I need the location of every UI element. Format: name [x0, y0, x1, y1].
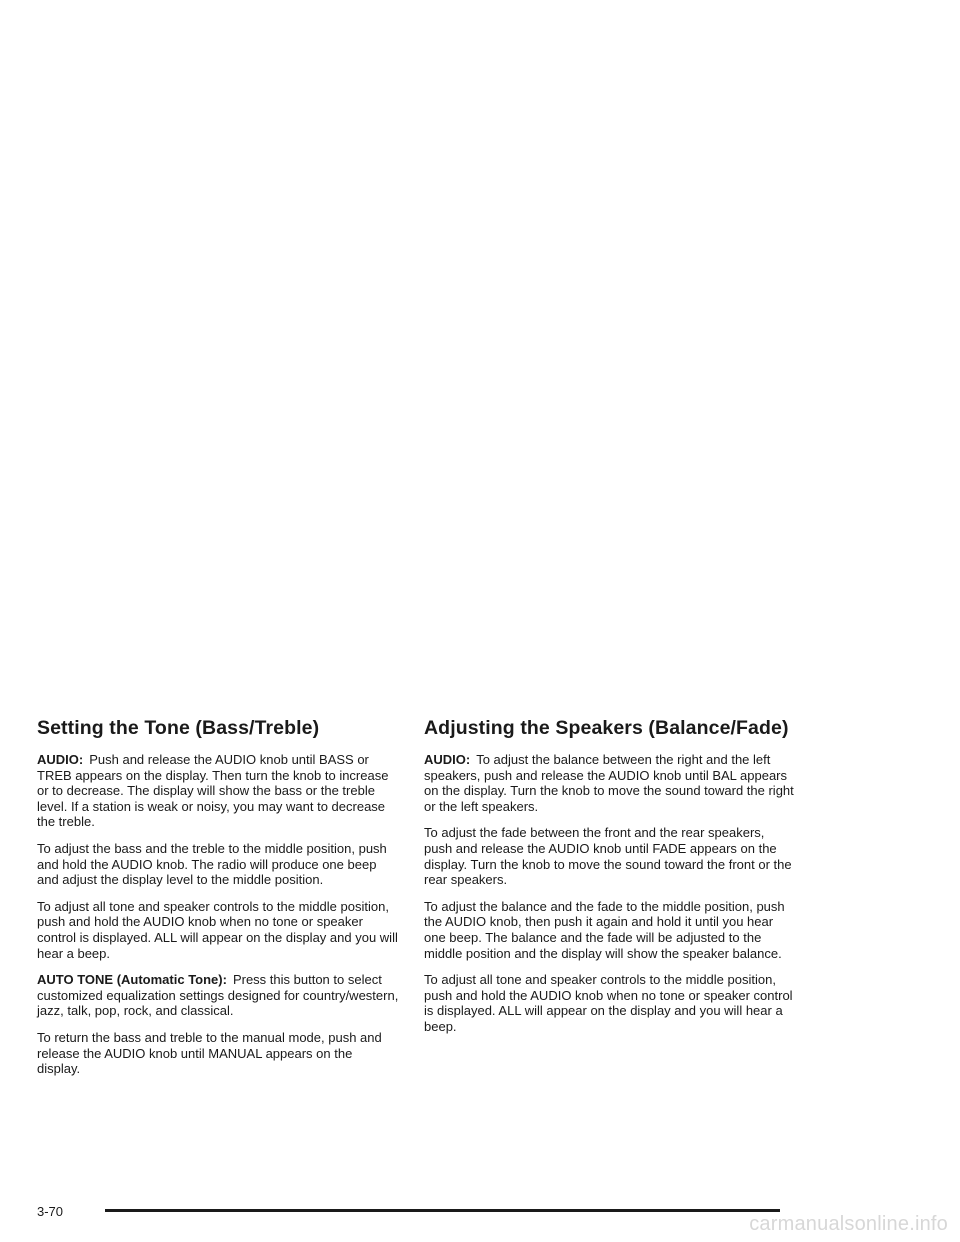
paragraph-reset-all: To adjust all tone and speaker controls to the middle position, push and hold the AUDIO knob when no tone or speaker control is displayed. ALL will appear on the display and you will hear a beep. — [424, 972, 793, 1034]
left-column — [37, 715, 399, 1088]
page-number: 3-70 — [37, 1204, 64, 1219]
paragraph-auto-tone — [37, 972, 399, 1019]
section-heading-tone: Setting the Tone (Bass/Treble) — [37, 717, 320, 739]
paragraph-text: Push and release the AUDIO knob until BASS or TREB appears on the display. Then turn the knob to increase or to decrease. The display will show the bass or the treble level. If a station is weak or noisy, you may want to decrease the treble. — [37, 752, 389, 830]
paragraph-fade: To adjust the fade between the front and the rear speakers, push and release the AUDIO knob until FADE appears on the display. Turn the knob to move the sound toward the front or the rear speakers. — [424, 825, 792, 888]
paragraph-middle-position: To adjust the bass and the treble to the middle position, push and hold the AUDIO knob. The radio will produce one beep and adjust the display level to the middle position. — [37, 840, 387, 888]
term-audio: AUDIO: — [37, 752, 84, 767]
right-column — [424, 715, 796, 1046]
term-auto-tone: AUTO TONE (Automatic Tone): — [37, 972, 227, 988]
paragraph-audio-tone — [37, 752, 399, 830]
term-audio: AUDIO: — [424, 752, 471, 767]
paragraph-text: To adjust the balance between the right and the left speakers, push and release the AUDIO knob until BAL appears on the display. Turn the knob to move the sound toward the right or the left speakers. — [424, 752, 794, 814]
footer-rule — [105, 1209, 780, 1212]
paragraph-text: Press this button to select customized equalization settings designed for country/western, jazz, talk, pop, rock, and classical. — [37, 972, 399, 1019]
paragraph-audio-balance — [424, 752, 796, 814]
watermark-text: carmanualsonline.info — [749, 1213, 948, 1235]
section-heading-speakers: Adjusting the Speakers (Balance/Fade) — [424, 717, 789, 739]
paragraph-balance-fade-middle: To adjust the balance and the fade to the middle position, push the AUDIO knob, then push it again and hold it until you hear one beep. The balance and the fade will be adjusted to the middle position and the display will show the speaker balance. — [424, 898, 785, 961]
paragraph-manual-mode: To return the bass and treble to the manual mode, push and release the AUDIO knob until MANUAL appears on the display. — [37, 1029, 382, 1077]
paragraph-reset-all: To adjust all tone and speaker controls to the middle position, push and hold the AUDIO knob when no tone or speaker control is displayed. ALL will appear on the display and you will hear a beep. — [37, 898, 398, 961]
